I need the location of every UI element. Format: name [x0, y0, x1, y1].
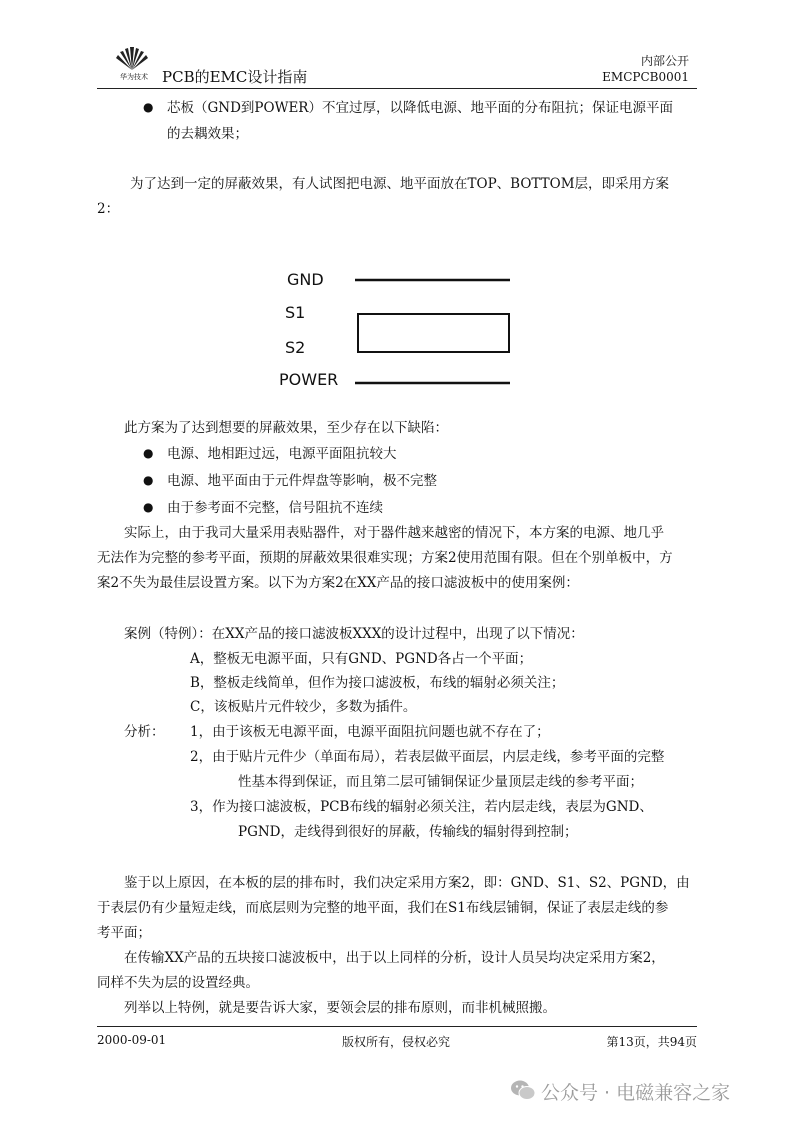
- practice-line: 案2不失为最佳层设置方案。以下为方案2在XX产品的接口滤波板中的使用案例：: [97, 575, 579, 591]
- drawback-item: 由于参考面不完整，信号阻抗不连续: [167, 500, 383, 516]
- watermark-text: 公众号 · 电磁兼容之家: [541, 1082, 731, 1104]
- bullet-icon: ●: [143, 446, 154, 460]
- layer-lines-graphic: [350, 272, 520, 392]
- bullet-icon: ●: [143, 100, 154, 114]
- layer-label-power: POWER: [279, 370, 339, 389]
- wechat-icon: [510, 1078, 536, 1106]
- drawback-item: 电源、地相距过远，电源平面阻抗较大: [167, 446, 397, 462]
- footer-page-number: 第13页，共94页: [606, 1035, 697, 1049]
- practice-line: 无法作为完整的参考平面，预期的屏蔽效果很难实现；方案2使用范围有限。但在个别单板中，方: [97, 550, 673, 566]
- bullet-icon: ●: [143, 473, 154, 487]
- case-item: C，该板贴片元件较少，多数为插件。: [190, 699, 417, 715]
- analysis-label: 分析：: [124, 724, 165, 740]
- company-logo: [112, 46, 152, 82]
- header-rule: [97, 88, 697, 89]
- transmission-line: 同样不失为层的设置经典。: [97, 975, 259, 991]
- closing-line: 列举以上特例，就是要告诉大家，要领会层的排布原则，而非机械照搬。: [124, 1000, 556, 1016]
- drawback-item: 电源、地平面由于元件焊盘等影响，极不完整: [167, 473, 437, 489]
- intro-line: 2：: [97, 201, 120, 217]
- footer-rule: [97, 1026, 697, 1027]
- logo-text: 华为技术: [120, 73, 148, 81]
- bullet-icon: ●: [143, 500, 154, 514]
- analysis-line: 3，作为接口滤波板，PCB布线的辐射必须关注，若内层走线，表层为GND、: [190, 799, 653, 815]
- analysis-line: PGND，走线得到很好的屏蔽，传输线的辐射得到控制；: [238, 824, 578, 840]
- conclusion-line: 于表层仍有少量短走线，而底层则为完整的地平面，我们在S1布线层铺铜，保证了表层走线的参: [97, 900, 669, 916]
- analysis-line: 1，由于该板无电源平面，电源平面阻抗问题也就不存在了；: [190, 724, 550, 740]
- classification-label: 内部公开: [640, 54, 689, 68]
- footer-date: 2000-09-01: [97, 1033, 167, 1047]
- document-title: PCB的EMC设计指南: [162, 68, 308, 86]
- drawbacks-intro: 此方案为了达到想要的屏蔽效果，至少存在以下缺陷：: [124, 420, 448, 436]
- bullet-text-line: 的去耦效果；: [167, 126, 248, 142]
- conclusion-line: 鉴于以上原因，在本板的层的排布时，我们决定采用方案2，即：GND、S1、S2、PGND，由: [124, 875, 690, 891]
- analysis-line: 2，由于贴片元件少（单面布局），若表层做平面层，内层走线，参考平面的完整: [190, 749, 665, 765]
- layer-label-s2: S2: [285, 338, 306, 357]
- case-item: B，整板走线简单，但作为接口滤波板，布线的辐射必须关注；: [190, 675, 565, 691]
- analysis-line: 性基本得到保证，而且第二层可铺铜保证少量顶层走线的参考平面；: [238, 774, 643, 790]
- practice-line: 实际上，由于我司大量采用表贴器件，对于器件越来越密的情况下，本方案的电源、地几乎: [124, 525, 664, 541]
- conclusion-line: 考平面；: [97, 925, 151, 941]
- case-title: 案例（特例）：在XX产品的接口滤波板XXX的设计过程中，出现了以下情况：: [124, 626, 584, 642]
- layer-label-s1: S1: [285, 303, 306, 322]
- bullet-text-line: 芯板（GND到POWER）不宜过厚，以降低电源、地平面的分布阻抗；保证电源平面: [167, 100, 673, 116]
- transmission-line: 在传输XX产品的五块接口滤波板中，出于以上同样的分析，设计人员吴均决定采用方案2，: [124, 950, 665, 966]
- document-id: EMCPCB0001: [602, 70, 689, 84]
- case-item: A，整板无电源平面，只有GND、PGND各占一个平面；: [190, 651, 533, 667]
- layer-label-gnd: GND: [287, 270, 324, 289]
- footer-rights: 版权所有，侵权必究: [342, 1035, 451, 1049]
- signal-layers-box: [358, 314, 509, 352]
- intro-line: 为了达到一定的屏蔽效果，有人试图把电源、地平面放在TOP、BOTTOM层，即采用方案: [130, 176, 670, 192]
